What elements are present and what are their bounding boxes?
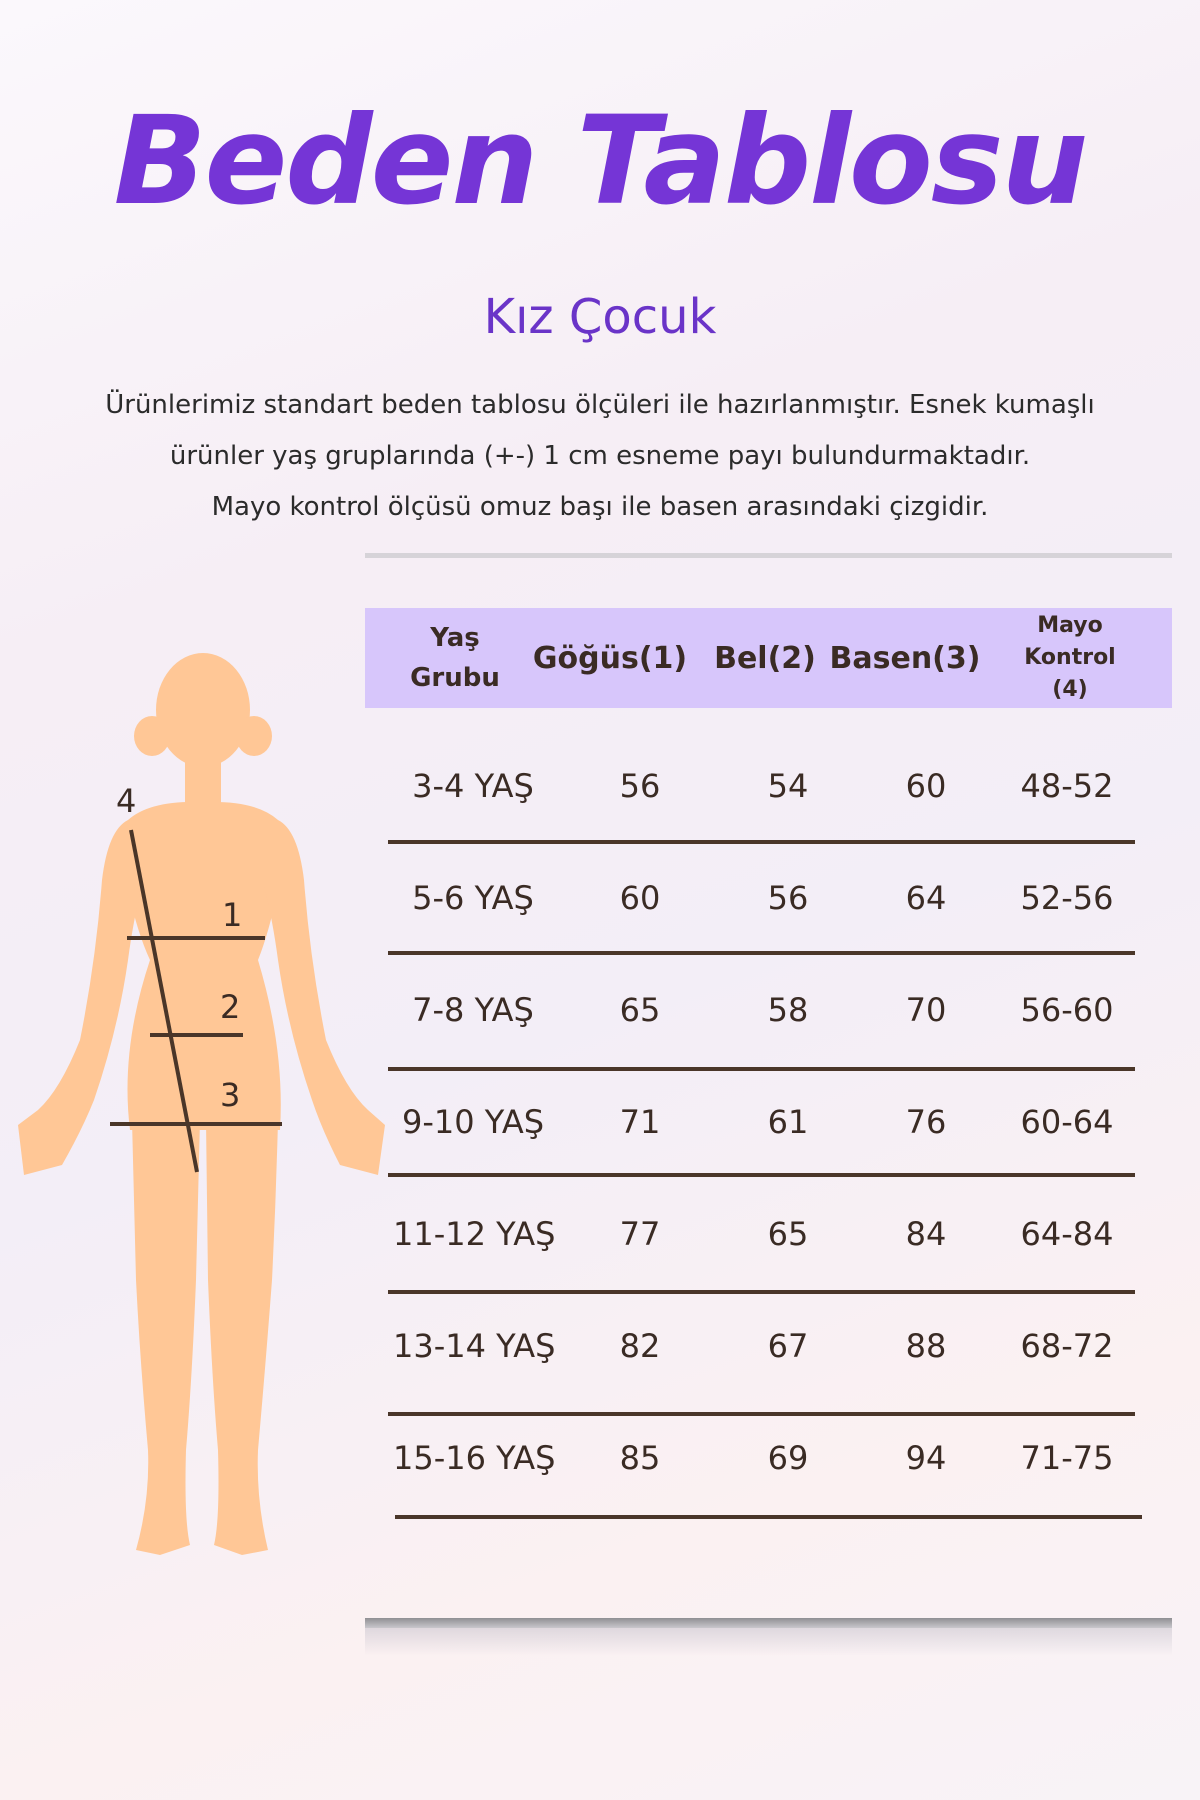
cell-chest: 85 [619,1439,661,1477]
table-row [0,1316,1200,1376]
row-divider [388,1067,1135,1071]
page-subtitle: Kız Çocuk [483,289,717,345]
cell-hip: 76 [905,1103,947,1141]
header-mayo-line: Mayo [1037,613,1103,638]
cell-age: 7-8 YAŞ [412,991,534,1029]
figure-label-4: 4 [116,782,137,820]
cell-hip: 84 [905,1215,947,1253]
figure-label-1: 1 [222,896,243,934]
cell-mayo: 48-52 [1020,767,1114,805]
cell-hip: 88 [905,1327,947,1365]
cell-waist: 67 [767,1327,809,1365]
cell-mayo: 52-56 [1020,879,1114,917]
cell-mayo: 68-72 [1020,1327,1114,1365]
table-row [0,756,1200,816]
row-divider [388,1290,1135,1294]
top-divider [365,553,1172,558]
header-age-line: Grubu [410,663,500,693]
header-chest: Göğüs(1) [532,640,688,676]
cell-hip: 60 [905,767,947,805]
description-line: Ürünlerimiz standart beden tablosu ölçüleri ile hazırlanmıştır. Esnek kumaşlı [105,390,1095,420]
header-hip: Basen(3) [829,640,981,676]
table-row [0,868,1200,928]
cell-hip: 64 [905,879,947,917]
cell-hip: 94 [905,1439,947,1477]
cell-mayo: 64-84 [1020,1215,1114,1253]
description-line: Mayo kontrol ölçüsü omuz başı ile basen arasındaki çizgidir. [211,492,989,522]
figure-label-3: 3 [220,1076,241,1114]
row-divider [388,1173,1135,1177]
cell-waist: 56 [767,879,809,917]
figure-label-2: 2 [220,988,241,1026]
cell-chest: 56 [619,767,661,805]
cell-mayo: 71-75 [1020,1439,1114,1477]
header-mayo-control [995,608,1145,708]
table-row [0,1092,1200,1152]
table-row [0,980,1200,1040]
cell-chest: 60 [619,879,661,917]
table-header [365,608,1172,708]
table-row [0,1204,1200,1264]
cell-chest: 65 [619,991,661,1029]
header-age-line: Yaş [430,623,480,653]
header-age-group [385,608,525,708]
cell-hip: 70 [905,991,947,1029]
header-waist: Bel(2) [714,640,816,676]
row-divider [388,951,1135,955]
cell-age: 11-12 YAŞ [393,1215,556,1253]
cell-chest: 77 [619,1215,661,1253]
page-title: Beden Tablosu [113,90,1087,232]
row-divider [395,1515,1142,1519]
cell-waist: 61 [767,1103,809,1141]
cell-chest: 82 [619,1327,661,1365]
cell-mayo: 56-60 [1020,991,1114,1029]
row-divider [388,840,1135,844]
cell-age: 13-14 YAŞ [393,1327,556,1365]
cell-mayo: 60-64 [1020,1103,1114,1141]
cell-age: 9-10 YAŞ [401,1103,545,1141]
cell-waist: 69 [767,1439,809,1477]
bottom-divider-shadow [365,1628,1172,1656]
description [0,380,1200,533]
cell-age: 3-4 YAŞ [412,767,534,805]
bottom-divider [365,1618,1172,1628]
cell-age: 5-6 YAŞ [412,879,534,917]
header-mayo-line: (4) [1052,677,1088,702]
description-line: ürünler yaş gruplarında (+-) 1 cm esneme payı bulundurmaktadır. [169,441,1031,471]
table-row [0,1428,1200,1488]
cell-waist: 54 [767,767,809,805]
cell-waist: 58 [767,991,809,1029]
cell-age: 15-16 YAŞ [393,1439,556,1477]
row-divider [388,1412,1135,1416]
cell-chest: 71 [619,1103,661,1141]
header-mayo-line: Kontrol [1024,645,1116,670]
cell-waist: 65 [767,1215,809,1253]
